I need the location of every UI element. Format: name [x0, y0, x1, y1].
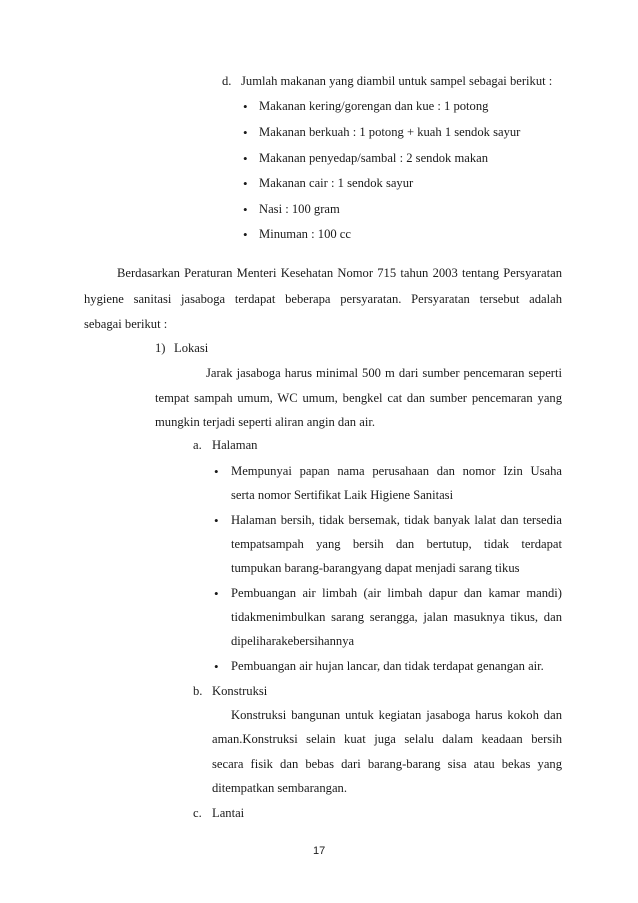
halaman-bullet-4-line-1: Pembuangan air hujan lancar, dan tidak terdapat genangan air. — [231, 659, 544, 673]
bullet-icon: • — [243, 125, 248, 140]
lokasi-line-2: tempat sampah umum, WC umum, bengkel cat dan sumber pencemaran yang — [155, 391, 562, 405]
konstruksi-line-2: aman.Konstruksi selain kuat juga selalu dalam keadaan bersih — [212, 732, 562, 746]
bullet-icon: • — [243, 202, 248, 217]
halaman-bullet-2-line-2: tempatsampah yang bersih dan bertutup, tidak terdapat — [231, 537, 562, 551]
list-marker-d: d. — [222, 74, 232, 88]
halaman-bullet-2-line-3: tumpukan barang-barangyang dapat menjadi sarang tikus — [231, 561, 520, 575]
list-item: Makanan kering/gorengan dan kue : 1 potong — [259, 99, 489, 113]
lantai-title: Lantai — [212, 806, 245, 820]
bullet-icon: • — [243, 151, 248, 166]
intro-line-2: hygiene sanitasi jasaboga terdapat beberapa persyaratan. Persyaratan tersebut adalah — [84, 292, 562, 306]
halaman-bullet-3-line-1: Pembuangan air limbah (air limbah dapur dan kamar mandi) — [231, 586, 562, 600]
intro-line-3: sebagai berikut : — [84, 317, 168, 331]
konstruksi-line-1: Konstruksi bangunan untuk kegiatan jasaboga harus kokoh dan — [231, 708, 562, 722]
list-item: Makanan penyedap/sambal : 2 sendok makan — [259, 151, 489, 165]
list-marker-b: b. — [193, 684, 203, 698]
page-number: 17 — [313, 845, 326, 857]
halaman-bullet-3-line-3: dipeliharakebersihannya — [231, 634, 355, 648]
lokasi-line-1: Jarak jasaboga harus minimal 500 m dari sumber pencemaran seperti — [206, 366, 562, 380]
halaman-bullet-3-line-2: tidakmenimbulkan sarang serangga, jalan masuknya tikus, dan — [231, 610, 562, 624]
list-item: Nasi : 100 gram — [259, 202, 340, 216]
list-marker-1: 1) — [155, 341, 166, 355]
bullet-icon: • — [214, 659, 219, 674]
konstruksi-line-4: ditempatkan sembarangan. — [212, 781, 347, 795]
halaman-bullet-1-line-1: Mempunyai papan nama perusahaan dan nomor Izin Usaha — [231, 464, 562, 478]
list-item: Makanan berkuah : 1 potong + kuah 1 sendok sayur — [259, 125, 521, 139]
section-d-heading: Jumlah makanan yang diambil untuk sampel sebagai berikut : — [241, 74, 553, 88]
bullet-icon: • — [243, 176, 248, 191]
lokasi-line-3: mungkin terjadi seperti aliran angin dan air. — [155, 415, 375, 429]
bullet-icon: • — [243, 99, 248, 114]
halaman-title: Halaman — [212, 438, 258, 452]
halaman-bullet-1-line-2: serta nomor Sertifikat Laik Higiene Sanitasi — [231, 488, 454, 502]
bullet-icon: • — [214, 464, 219, 479]
intro-line-1: Berdasarkan Peraturan Menteri Kesehatan Nomor 715 tahun 2003 tentang Persyaratan — [117, 266, 562, 280]
halaman-bullet-2-line-1: Halaman bersih, tidak bersemak, tidak banyak lalat dan tersedia — [231, 513, 562, 527]
bullet-icon: • — [243, 227, 248, 242]
konstruksi-title: Konstruksi — [212, 684, 268, 698]
list-item: Makanan cair : 1 sendok sayur — [259, 176, 414, 190]
list-marker-c: c. — [193, 806, 202, 820]
konstruksi-line-3: secara fisik dan bebas dari barang-barang sisa atau bekas yang — [212, 757, 562, 771]
list-marker-a: a. — [193, 438, 202, 452]
bullet-icon: • — [214, 586, 219, 601]
list-item: Minuman : 100 cc — [259, 227, 351, 241]
bullet-icon: • — [214, 513, 219, 528]
lokasi-title: Lokasi — [174, 341, 209, 355]
